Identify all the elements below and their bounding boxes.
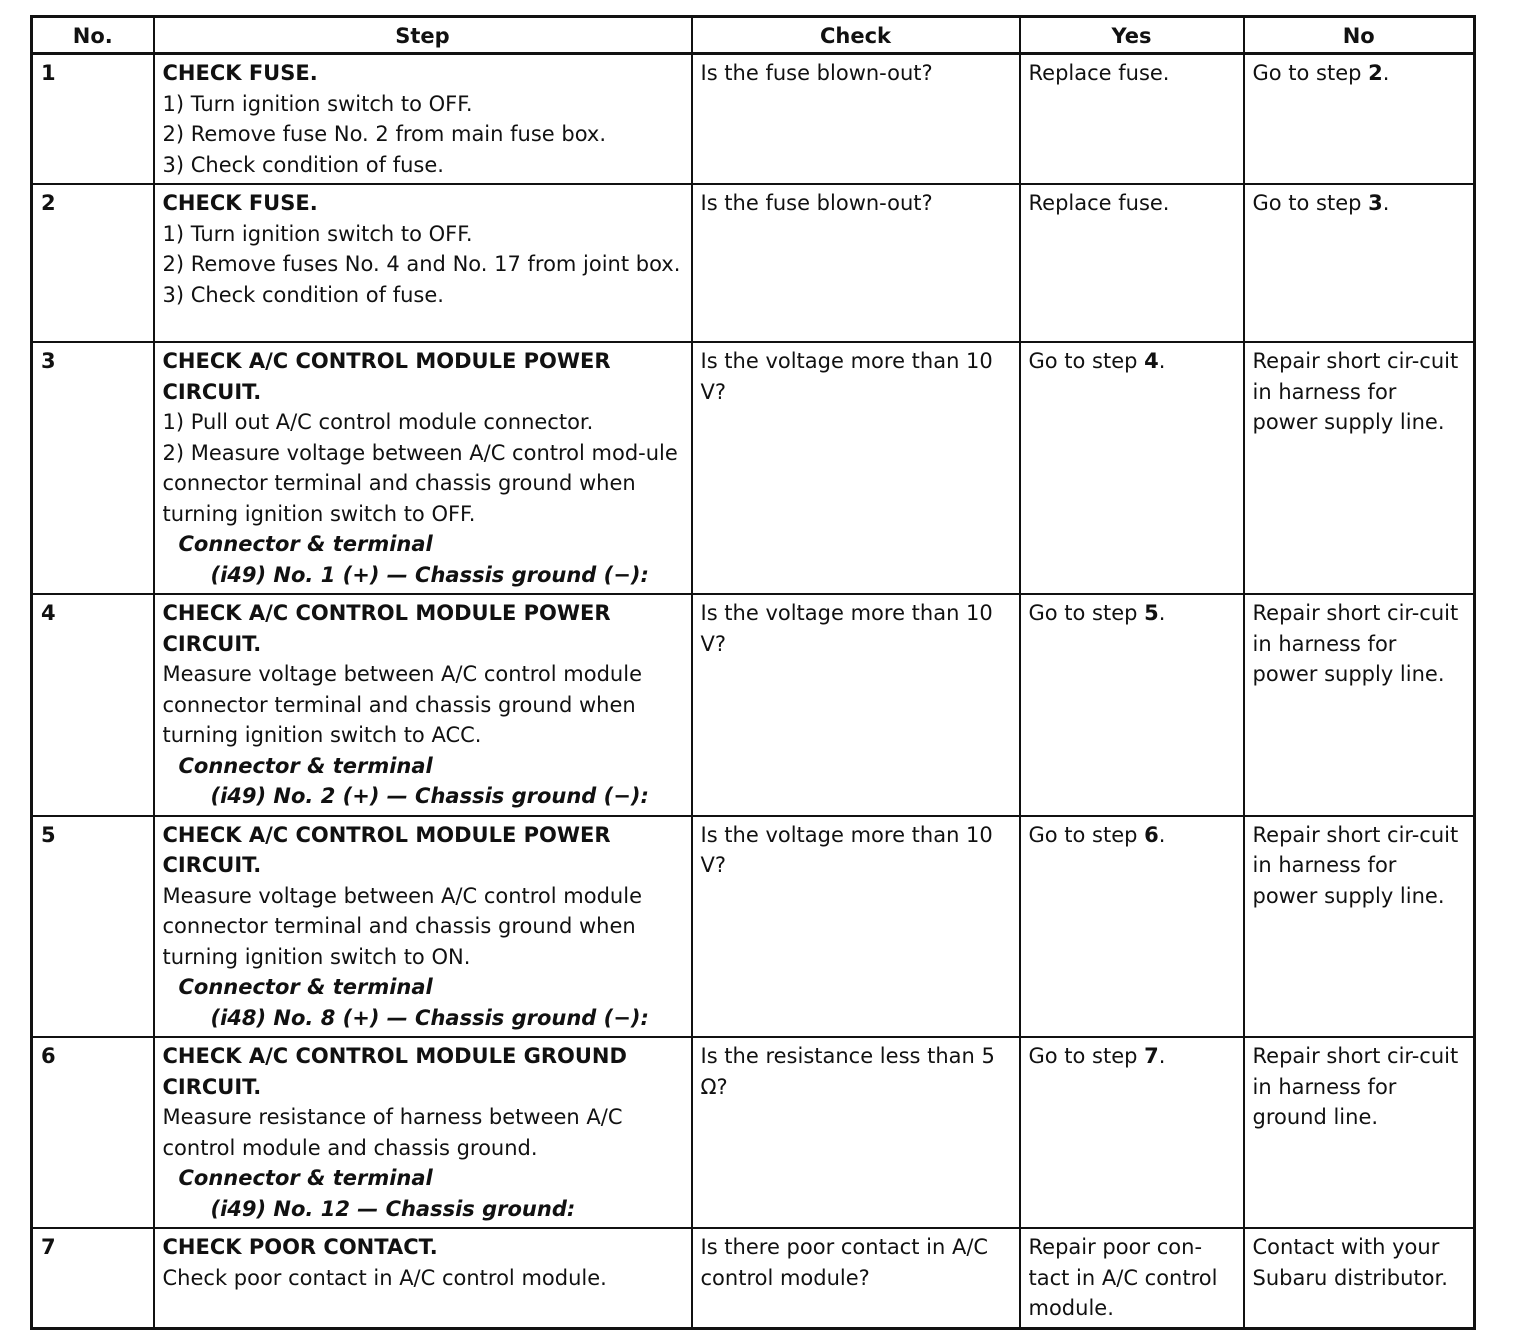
header-no-result: No: [1244, 17, 1475, 54]
step-number: 7: [32, 1228, 154, 1328]
no-cell: Repair short cir-cuit in harness for power supply line.: [1244, 594, 1475, 816]
no-cell: Repair short cir-cuit in harness for power supply line.: [1244, 342, 1475, 594]
yes-tail: .: [1158, 822, 1166, 847]
step-title: CHECK A/C CONTROL MODULE POWER CIRCUIT.: [162, 822, 611, 877]
yes-cell: [1020, 1037, 1244, 1228]
check-cell: Is the fuse blown-out?: [692, 184, 1020, 342]
step-line: 2) Measure voltage between A/C control mod-ule connector terminal and chassis ground when turning ignition switch to OFF.: [162, 440, 678, 526]
table-row: [32, 342, 1475, 594]
step-title: CHECK A/C CONTROL MODULE POWER CIRCUIT.: [162, 601, 611, 656]
no-cell: [1244, 54, 1475, 185]
connector-terminal-label: Connector & terminal: [178, 975, 433, 999]
yes-cell: [1020, 816, 1244, 1038]
yes-tail: .: [1158, 349, 1166, 373]
table-row: [32, 1037, 1475, 1228]
no-cell: [1244, 184, 1475, 342]
check-cell: Is the resistance less than 5 Ω?: [692, 1037, 1020, 1228]
no-cell: Repair short cir-cuit in harness for ground line.: [1244, 1037, 1475, 1228]
yes-target-step: 7: [1144, 1044, 1159, 1068]
no-lead: Go to step: [1252, 191, 1369, 215]
no-tail: .: [1382, 61, 1390, 85]
step-cell: [154, 816, 692, 1038]
no-tail: .: [1382, 191, 1390, 215]
connector-terminal-label: Connector & terminal: [178, 1166, 433, 1190]
step-line: 3) Check condition of fuse.: [162, 152, 444, 177]
step-number: 2: [32, 184, 154, 342]
yes-target-step: 6: [1144, 822, 1159, 847]
header-yes: Yes: [1020, 17, 1244, 54]
header-step: Step: [154, 17, 692, 54]
connector-terminal-label: Connector & terminal: [178, 753, 433, 778]
no-target-step: 3: [1368, 191, 1383, 215]
connector-terminal-value: (i49) No. 1 (+) — Chassis ground (−):: [210, 562, 649, 587]
check-cell: Is the voltage more than 10 V?: [692, 816, 1020, 1038]
step-line: 2) Remove fuse No. 2 from main fuse box.: [162, 122, 607, 146]
step-number: 4: [32, 594, 154, 816]
step-title: CHECK FUSE.: [162, 61, 318, 85]
yes-lead: Go to step: [1028, 349, 1145, 373]
table-row: [32, 594, 1475, 816]
yes-cell: Repair poor con-tact in A/C control module.: [1020, 1228, 1244, 1328]
yes-tail: .: [1158, 1044, 1166, 1068]
table-header-row: [32, 17, 1475, 54]
connector-terminal-value: (i49) No. 2 (+) — Chassis ground (−):: [210, 784, 649, 808]
yes-cell: Replace fuse.: [1020, 54, 1244, 185]
check-cell: Is the voltage more than 10 V?: [692, 342, 1020, 594]
header-no: No.: [32, 17, 154, 54]
table-row: [32, 54, 1475, 185]
step-cell: [154, 184, 692, 342]
step-cell: [154, 1037, 692, 1228]
yes-cell: [1020, 594, 1244, 816]
yes-tail: .: [1158, 601, 1166, 625]
step-number: 6: [32, 1037, 154, 1228]
step-number: 1: [32, 54, 154, 185]
step-line: 1) Turn ignition switch to OFF.: [162, 221, 473, 246]
yes-lead: Go to step: [1028, 822, 1145, 847]
step-line: Measure voltage between A/C control module connector terminal and chassis ground when turning ignition switch to ON.: [162, 883, 642, 969]
connector-terminal-value: (i48) No. 8 (+) — Chassis ground (−):: [210, 1005, 649, 1030]
header-check: Check: [692, 17, 1020, 54]
no-cell: Repair short cir-cuit in harness for power supply line.: [1244, 816, 1475, 1038]
step-title: CHECK FUSE.: [162, 191, 318, 215]
step-cell: [154, 342, 692, 594]
yes-cell: Replace fuse.: [1020, 184, 1244, 342]
step-cell: [154, 54, 692, 185]
yes-cell: [1020, 342, 1244, 594]
yes-lead: Go to step: [1028, 1044, 1145, 1068]
step-line: Measure resistance of harness between A/C control module and chassis ground.: [162, 1105, 623, 1160]
table-row: [32, 184, 1475, 342]
no-target-step: 2: [1368, 61, 1383, 85]
step-line: Measure voltage between A/C control module connector terminal and chassis ground when turning ignition switch to ACC.: [162, 662, 642, 747]
check-cell: Is the fuse blown-out?: [692, 54, 1020, 185]
step-line: Check poor contact in A/C control module.: [162, 1265, 607, 1290]
table-row: [32, 816, 1475, 1038]
step-line: 2) Remove fuses No. 4 and No. 17 from joint box.: [162, 252, 681, 276]
table-row: [32, 1228, 1475, 1328]
check-cell: Is there poor contact in A/C control module?: [692, 1228, 1020, 1328]
no-cell: Contact with your Subaru distributor.: [1244, 1228, 1475, 1328]
step-line: 1) Pull out A/C control module connector.: [162, 410, 594, 434]
step-title: CHECK A/C CONTROL MODULE POWER CIRCUIT.: [162, 349, 611, 404]
step-line: 1) Turn ignition switch to OFF.: [162, 91, 473, 116]
yes-target-step: 4: [1144, 349, 1159, 373]
connector-terminal-label: Connector & terminal: [178, 532, 433, 556]
check-cell: Is the voltage more than 10 V?: [692, 594, 1020, 816]
connector-terminal-value: (i49) No. 12 — Chassis ground:: [210, 1196, 576, 1221]
step-number: 5: [32, 816, 154, 1038]
diagnostic-table: [30, 15, 1476, 1330]
step-title: CHECK POOR CONTACT.: [162, 1235, 438, 1259]
step-cell: [154, 594, 692, 816]
yes-lead: Go to step: [1028, 601, 1145, 625]
step-title: CHECK A/C CONTROL MODULE GROUND CIRCUIT.: [162, 1044, 627, 1099]
step-cell: [154, 1228, 692, 1328]
no-lead: Go to step: [1252, 61, 1369, 85]
yes-target-step: 5: [1144, 601, 1159, 625]
step-line: 3) Check condition of fuse.: [162, 282, 444, 307]
step-number: 3: [32, 342, 154, 594]
